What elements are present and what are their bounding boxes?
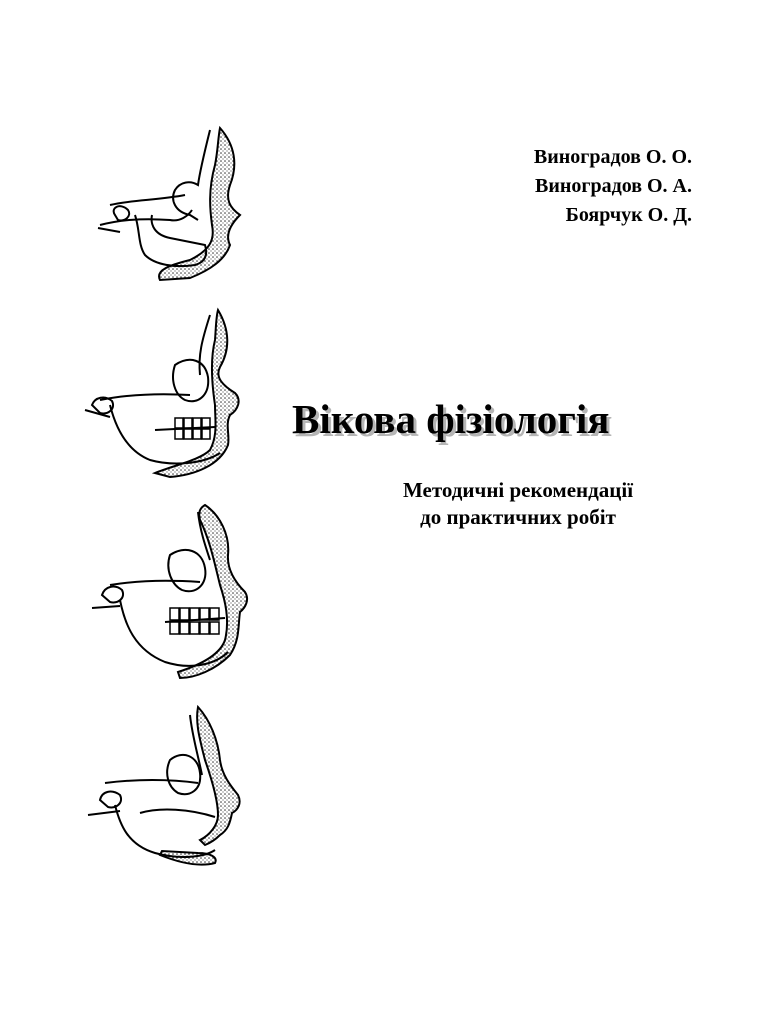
subtitle-line: Методичні рекомендації	[402, 478, 634, 502]
skull-adult-icon	[80, 500, 260, 685]
page-title: Вікова фізіологія	[292, 396, 610, 442]
skull-child-icon	[80, 305, 260, 485]
author-list	[534, 143, 692, 230]
page-subtitle	[318, 477, 718, 531]
skull-infant-icon	[80, 120, 260, 290]
author-name: Боярчук О. Д.	[565, 204, 692, 226]
skull-illustrations	[80, 120, 260, 880]
author-name: Виноградов О. А.	[534, 175, 692, 197]
subtitle-line: до практичних робіт	[420, 505, 616, 529]
author-name: Виноградов О. О.	[533, 146, 692, 168]
skull-elderly-icon	[80, 705, 260, 875]
